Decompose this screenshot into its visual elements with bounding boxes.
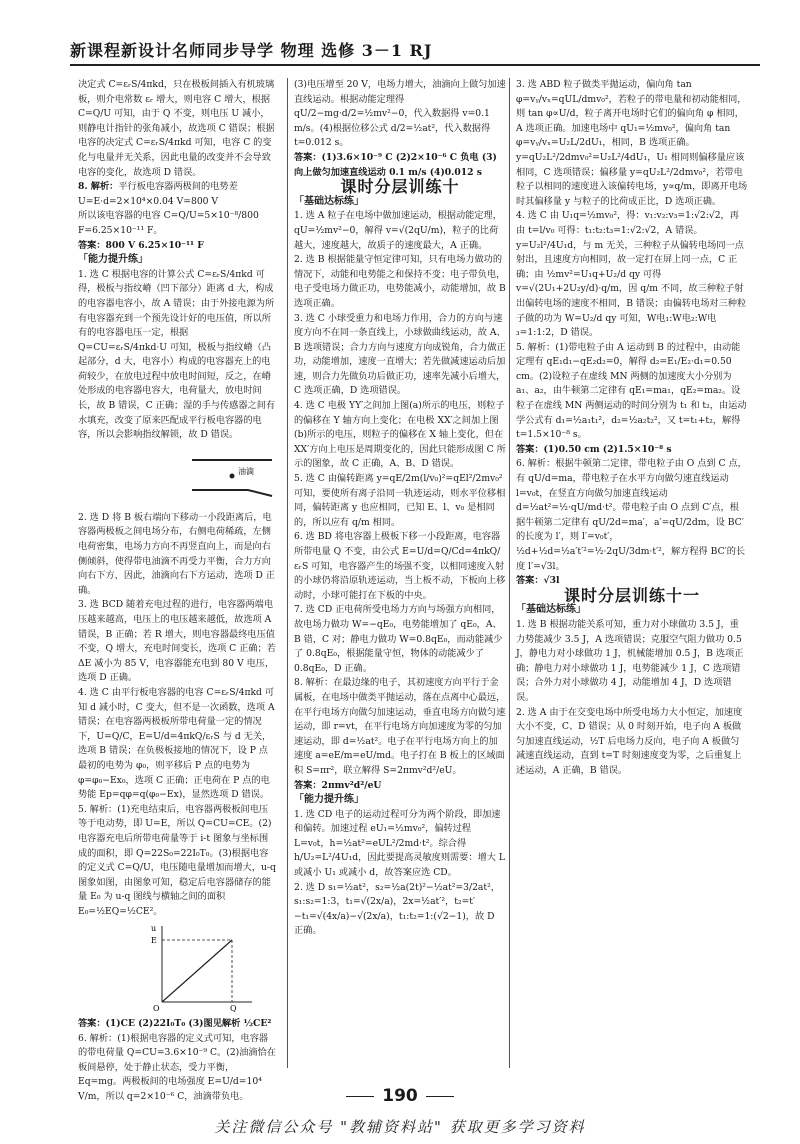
paragraph: 3. 选 BCD 随着充电过程的进行，电容器两端电压越来越高，电压上的电压越来越低，故选项 A 错误，B 正确；若 R 增大，则电容器最终电压值不变，Q 增大，充电时间变长，选项 C 正确；若 ΔE 减小为 85 V，电容器能充电到 80 V 电压，选项 D 正确。 [78,599,276,684]
paragraph: 3. 选 C 小球受重力和电场力作用，合力的方向与速度方向不在同一条直线上，小球做曲线运动，故 A、B 选项错误；合力方向与速度方向成锐角，合力做正功，动能增加，速度一直增大；若先做减速运动后加速，则合力先做负功后做正功，速率先减小后增大，C 选项正确，D 选项错误。 [294,312,506,397]
figure-label: 油滴 [238,466,254,476]
figure-capacitor [78,446,276,508]
header-rule [70,64,760,66]
section-heading: 「基础达标练」 [294,195,364,207]
page-header: 新课程新设计名师同步导学 物理 选修 3－1 RJ [70,41,433,60]
column-divider [509,78,510,1068]
paragraph: 2. 选 D 将 B 板右端向下移动一小段距离后，电容器两极板之间电场分布，右侧电荷稀疏，左侧电荷密集，电场力方向不再竖直向上，而是向右侧倾斜，使得带电油滴不再受力平衡，合力方向向右下方，因此，油滴向右下方运动，选项 D 正确。 [78,511,275,596]
paragraph: 决定式 C=εᵣS/4πkd，只在极板间插入有机玻璃板，则介电常数 εᵣ 增大，则电容 C 增大，根据 C=Q/U 可知，由于 Q 不变，则电压 U 减小，则静电计指针的张角减小，故选项 C 错误；根据电容的决定式 C=εᵣS/4πkd 可知，电容 C 的变化与电量并无关系，因此电量的改变并不会导致电容的变化，故选项 D 错误。 [78,79,275,178]
column-divider [287,78,288,1068]
paragraph: 6. 解析：(1)根据电容器的定义式可知，电容器的带电荷量 Q=CU=3.6×10⁻⁹ C。(2)油滴恰在板间悬停，处于静止状态，受力平衡，Eq=mg。两极板间的电场强度 E=U/d=10⁴ V/m，所以 q=2×10⁻⁶ C，油滴带负电。 [78,1032,276,1103]
footer-note: 关注微信公众号 "教辅资料站" 获取更多学习资料 [214,1118,586,1136]
paragraph: 5. 解析：(1)带电粒子由 A 运动到 B 的过程中，由动能定理有 qE₁d₁−qE₂d₂=0，解得 d₂=E₁/E₂·d₁=0.50 cm。(2)设粒子在虚线 MN 两侧的加速度大小分别为 a₁、a₂，由牛顿第二定律有 qE₁=ma₁，qE₂=ma₂。设粒子在虚线 MN 两侧运动的时间分别为 t₁ 和 t₂，由运动学公式有 d₁=½a₁t₁²，d₂=½a₂t₂²，又 t=t₁+t₂，解得 t=1.5×10⁻⁸ s。 [516,341,747,441]
paragraph: 6. 解析：根据牛顿第二定律，带电粒子由 O 点到 C 点，有 qU/d=ma，带电粒子在水平方向做匀速直线运动 l=v₀t，在竖直方向做匀加速直线运动 d=½at²=½·qU/md·t²。带电粒子由 O 点到 C′点，根据牛顿第二定律有 qU/2d=ma′，a′=qU/2dm，设 BC′的长度为 l′，则 l′=v₀t′，½d+½d=½a′t′²=½·2qU/3dm·t′²，解方程得 BC′的长度 l′=√3l。 [516,458,747,572]
paragraph: 3. 选 ABD 粒子做类平抛运动，偏向角 tan φ=vᵧ/vₓ=qUL/dmv₀²，若粒子的带电量和初动能相同，则 tan φ∝U/d，粒子离开电场时它们的偏向角 φ 相同，A 选项正确。加速电场中 qU₁=½mv₀²，偏向角 tan φ=vᵧ/vₓ=U₂L/2dU₁，相同，B 选项正确。y=qU₂L²/2dmv₀²=U₂L²/4dU₁，U₁ 相同则偏移量应该相同，C 选项错误；偏移量 y=qU₂L²/2dmv₀²，若带电粒子以相同的速度进入该偏转电场，y∝q/m，即离开电场时其偏移量 y 与粒子的比荷成正比，D 选项正确。 [516,79,748,207]
page-number-text: 190 [382,1086,418,1106]
column-left [78,78,276,1103]
paragraph [78,180,276,209]
paragraph: 4. 选 C 由平行板电容器的电容 C=εᵣS/4πkd 可知 d 减小时，C 变大，但不是一次函数，选项 A 错误；在电容器两极板所带电荷量一定的情况下，U=Q/C，E=U/d=4πkQ/εᵣS 与 d 无关，选项 B 错误；在负极板接地的情况下，设 P 点最初的电势为 φ₀，则平移后 P 点的电势为 φ=φ₀−Ex₀，选项 C 正确；正电荷在 P 点的电势能 Ep=qφ=q(φ₀−Ex)，显然选项 D 错误。 [78,686,275,801]
section-title: 课时分层训练十 [340,177,460,197]
column-right [516,78,748,1078]
paragraph: 5. 选 C 由偏转距离 y=qE/2m(l/v₀)²=qEl²/2mv₀² 可知，要使所有离子沿同一轨迹运动，则水平位移相同，偏转距离 y 也应相同，已知 E、l、v₀ 是相同的，所以应有 q/m 相同。 [294,473,506,528]
paragraph: 5. 解析：(1)充电结束后，电容器两极板间电压等于电动势，即 U=E，所以 Q=CU=CE。(2)电容器充电后所带电荷量等于 i-t 图象与坐标围成的面积，即 Q=22S₀=22I₀T₀。(3)根据电容的定义式 C=Q/U，电压随电量增加而增大，u-q 图象如图，由图象可知，稳定后电容器储存的能量 E₀ 为 u-q 图线与横轴之间的面积 E₀=½EQ=½CE²。 [78,803,276,917]
paragraph: 8. 解析：在最边缘的电子，其初速度方向平行于金属板，在电场中做类平抛运动，落在点离中心最远，在平行电场方向做匀加速运动，垂直电场方向做匀速运动，即 r=vt，在平行电场方向加速度为零的匀加速运动，即 d=½at²。电子在平行电场方向上的加速度 a=eE/m=eU/md。电子打在 B 板上的区域面积 S=πr²，联立解得 S=2πmv²d²/eU。 [294,677,506,776]
axis-tick-label: E [151,936,157,946]
page-number [0,1086,800,1106]
paragraph: 1. 选 C 根据电容的计算公式 C=εᵣS/4πkd 可得，极板与指纹嵴（凹下部分）距离 d 大，构成的电容器电容小，故 A 错误；由于外接电源为所有电容器充到一个预先设计好的电压值，所以所有的电容器电压一定，根据 Q=CU=εᵣS/4πkd·U 可知，极板与指纹嵴（凸起部分，d 大，电容小）构成的电容器充上的电荷较少，在放电过程中放电时间短，反之，在嵴处形成的电容器电容大，电荷量大，放电时间长，故 B 错误，C 正确；湿的手与传感器之间有水填充，改变了原来匹配成平行板电容器的电容，所以会影响指纹解锁，故 D 错误。 [78,268,276,441]
paragraph: 所以该电容器的电容 C=Q/U=5×10⁻⁸/800 F=6.25×10⁻¹¹ F。 [78,210,259,236]
paragraph: 2. 选 A 由于在交变电场中所受电场力大小恒定，加速度大小不变，C、D 错误；从 0 时刻开始，电子向 A 板做匀加速直线运动，½T 后电场力反向，电子向 A 板做匀减速直线运动，直到 t=T 时刻速度变为零，之后重复上述运动，A 正确，B 错误。 [516,706,743,776]
paragraph: 4. 选 C 电极 YY′之间加上图(a)所示的电压，则粒子的偏移在 Y 轴方向上变化；在电极 XX′之间加上图(b)所示的电压，则粒子的偏移在 X 轴上变化，但在 XX′方向上电压是周期变化的，因此只能形成图 C 所示的图象，故 C 正确，A、B、D 错误。 [294,400,506,470]
column-middle [294,78,506,1078]
answer: 答案：800 V 6.25×10⁻¹¹ F [78,239,204,251]
answer: 答案：(1)3.6×10⁻⁹ C (2)2×10⁻⁶ C 负电 (3)向上做匀加速直线运动 0.1 m/s (4)0.012 s [294,151,497,178]
page-number-dash [346,1096,374,1097]
page-number-dash [426,1096,454,1097]
paragraph: 1. 选 CD 电子的运动过程可分为两个阶段，即加速和偏转。加速过程 eU₁=½mv₀²，偏转过程 L=v₀t，h=½at²=eUL²/2md·t²。综合得 h/U₂=L²/4U₁d，因此要提高灵敏度则需要：增大 L 或减小 U₁ 或减小 d，故答案应选 CD。 [294,808,506,879]
paragraph: 2. 选 D s₁=½at²，s₂=½a(2t)²−½at²=3/2at²，s₁:s₂=1:3，t₁=√(2x/a)，2x=½at′²，t₂=t′−t₁=√(4x/a)−√(2x/a)，t₁:t₂=1:(√2−1)，故 D 正确。 [294,881,500,937]
axis-origin: O [153,1004,160,1014]
solution-label: 8. 解析： [78,181,119,193]
answer: 答案：(1)CE (2)22I₀T₀ (3)图见解析 ½CE² [78,1018,272,1030]
paragraph: (3)电压增至 20 V，电场力增大，油滴向上做匀加速直线运动。根据动能定理得 qU/2−mg·d/2=½mv²−0，代入数据得 v=0.1 m/s。(4)根据位移公式 d/2=½at²，代入数据得 t=0.012 s。 [294,79,506,149]
u-q-graph [148,922,258,1014]
paragraph: 2. 选 B 根据能量守恒定律可知，只有电场力做功的情况下，动能和电势能之和保持不变；电子带负电，电子受电场力做正功，电势能减小，动能增加，故 B 选项正确。 [294,254,506,309]
capacitor-diagram [188,446,276,504]
axis-tick-label: Q [230,1004,237,1014]
axis-label: u [151,924,157,934]
section-heading: 「能力提升练」 [294,794,364,806]
answer: 答案：2πmv²d²/eU [294,779,382,791]
answer: 答案：√3l [516,575,560,587]
section-heading: 「能力提升练」 [78,254,148,266]
section-heading: 「基础达标练」 [516,604,586,616]
paragraph: 4. 选 C 由 U₁q=½mv₀²，得：v₁:v₂:v₃=1:√2:√2，再由 t=l/v₀ 可得：t₁:t₂:t₃=1:√2:√2，A 错误。y=U₂l²/4U₁d，与 m 无关，三种粒子从偏转电场同一点射出，且速度方向相同，故一定打在屏上同一点，C 正确；由 ½mv²=U₁q+U₂/d qy 可得 v=√(2U₁+2U₂y/d)·q/m，因 q/m 不同，故三种粒子射出偏转电场的速度不相同，B 错误；由偏转电场对三种粒子做的功为 W=U₂/d qy 可知，W电₁:W电₂:W电₃=1:1:2，D 错误。 [516,210,747,339]
paragraph: 7. 选 CD 正电荷所受电场力方向与场强方向相同，故电场力做功 W=−qE₀，电势能增加了 qE₀，A、B 错，C 对；静电力做功 W=0.8qE₀，而动能减少了 0.8qE₀，根据能量守恒，物体的动能减少了 0.8qE₀，D 正确。 [294,604,503,674]
answer: 答案：(1)0.50 cm (2)1.5×10⁻⁸ s [516,443,672,455]
paragraph: 1. 选 B 根据功能关系可知，重力对小球做功 3.5 J，重力势能减少 3.5 J，A 选项错误；克服空气阻力做功 0.5 J，静电力对小球做功 1 J，机械能增加 0.5 J，B 选项正确；静电力对小球做功 1 J，电势能减少 1 J，C 选项错误；合外力对小球做功 4 J，动能增加 4 J，D 选项错误。 [516,618,744,703]
paragraph: 6. 选 BD 将电容器上极板下移一小段距离，电容器所带电量 Q 不变，由公式 E=U/d=Q/Cd=4πkQ/εᵣS 可知，电容器产生的场强不变，以相同速度入射的小球仍将沿原轨迹运动，当上板不动，下板向上移动时，小球可能打在下板的中央。 [294,531,506,601]
paragraph: 1. 选 A 粒子在电场中做加速运动，根据动能定理，qU=½mv²−0，解得 v=√(2qU/m)，粒子的比荷越大，速度越大，故质子的速度最大，A 正确。 [294,210,502,251]
section-title: 课时分层训练十一 [563,585,700,605]
paragraph-text: 平行板电容器两极间的电势差 U=E·d=2×10⁴×0.04 V=800 V [78,181,238,207]
